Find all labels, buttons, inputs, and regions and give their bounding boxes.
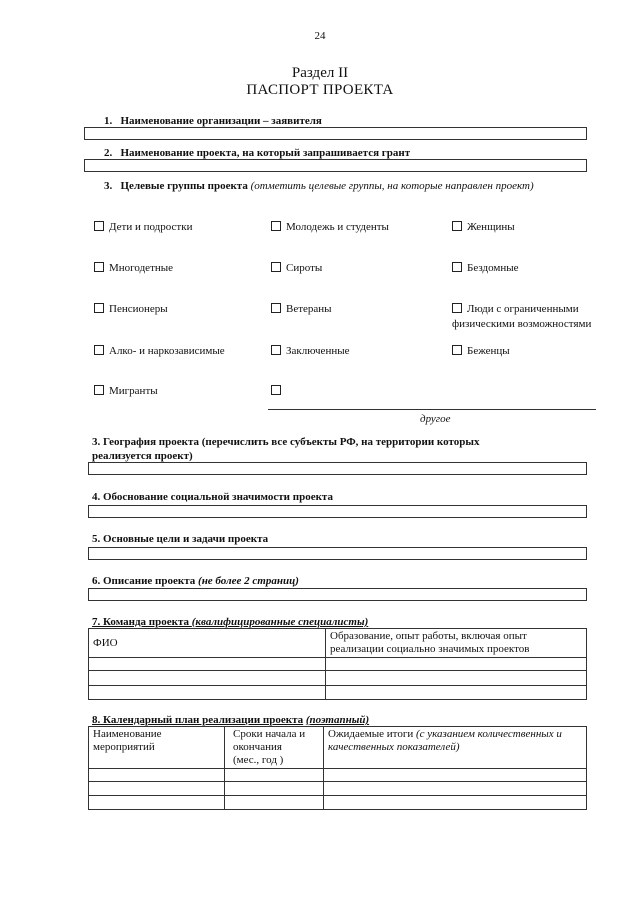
org-name-heading xyxy=(104,115,322,127)
project-name-num: 2. xyxy=(104,147,113,159)
team-table xyxy=(88,628,587,700)
org-name-field[interactable] xyxy=(84,127,587,140)
group-disabled-line2: физическими возможностями xyxy=(452,318,592,330)
table-cell[interactable] xyxy=(326,671,587,686)
plan-col-results-italic2: качественных показателей) xyxy=(328,741,460,753)
section-title: Раздел II xyxy=(291,65,349,81)
checkbox-icon[interactable] xyxy=(452,303,462,313)
group-label: Дети и подростки xyxy=(109,221,193,233)
checkbox-icon[interactable] xyxy=(271,221,281,231)
group-label: Ветераны xyxy=(286,303,332,315)
group-children[interactable] xyxy=(94,221,192,233)
table-row xyxy=(89,769,587,782)
plan-col-activities-line2: мероприятий xyxy=(93,741,155,753)
table-cell[interactable] xyxy=(324,796,587,810)
group-label: Молодежь и студенты xyxy=(286,221,389,233)
team-col-education-line1: Образование, опыт работы, включая опыт xyxy=(330,630,527,642)
table-cell[interactable] xyxy=(326,658,587,671)
plan-col-dates xyxy=(225,727,324,769)
description-note: (не более 2 страниц) xyxy=(198,575,299,587)
plan-note: (поэтапный) xyxy=(305,714,370,726)
table-cell[interactable] xyxy=(225,782,324,796)
checkbox-icon[interactable] xyxy=(271,262,281,272)
section-subtitle: ПАСПОРТ ПРОЕКТА xyxy=(246,82,394,98)
group-women[interactable] xyxy=(452,221,515,233)
checkbox-icon[interactable] xyxy=(452,221,462,231)
org-name-num: 1. xyxy=(104,115,113,127)
table-cell[interactable] xyxy=(225,796,324,810)
group-label: Бездомные xyxy=(467,262,519,274)
table-cell[interactable] xyxy=(89,769,225,782)
plan-col-results-italic1: (с указанием количественных и xyxy=(415,728,562,740)
table-cell[interactable] xyxy=(324,782,587,796)
description-heading xyxy=(92,575,299,587)
checkbox-icon[interactable] xyxy=(94,303,104,313)
plan-col-dates-line3: (мес., год ) xyxy=(233,754,284,766)
group-disabled[interactable] xyxy=(452,303,579,315)
geography-field[interactable] xyxy=(88,462,587,475)
project-name-heading xyxy=(104,147,410,159)
plan-heading xyxy=(92,714,369,726)
group-label-line1: Люди с ограниченными xyxy=(467,303,579,315)
checkbox-icon[interactable] xyxy=(94,221,104,231)
checkbox-icon[interactable] xyxy=(271,385,281,395)
checkbox-icon[interactable] xyxy=(94,345,104,355)
plan-col-results xyxy=(324,727,587,769)
plan-col-activities xyxy=(89,727,225,769)
team-col-name-label: ФИО xyxy=(93,636,118,649)
group-addicted[interactable] xyxy=(94,345,225,357)
plan-col-dates-line2: окончания xyxy=(233,741,282,753)
group-youth[interactable] xyxy=(271,221,389,233)
project-name-field[interactable] xyxy=(84,159,587,172)
group-homeless[interactable] xyxy=(452,262,519,274)
group-migrants[interactable] xyxy=(94,385,158,397)
table-cell[interactable] xyxy=(326,686,587,700)
team-col-education xyxy=(326,629,587,658)
checkbox-icon[interactable] xyxy=(452,345,462,355)
table-cell[interactable] xyxy=(89,686,326,700)
project-name-label: Наименование проекта, на который запрашивается грант xyxy=(120,147,411,159)
plan-label: 8. Календарный план реализации проекта xyxy=(92,714,304,726)
plan-col-activities-line1: Наименование xyxy=(93,728,162,740)
table-cell[interactable] xyxy=(89,782,225,796)
org-name-label: Наименование организации – заявителя xyxy=(120,115,322,127)
table-cell[interactable] xyxy=(89,671,326,686)
table-cell[interactable] xyxy=(89,796,225,810)
geography-heading-line2: реализуется проект) xyxy=(92,450,193,462)
group-label: Мигранты xyxy=(109,385,158,397)
group-label: Заключенные xyxy=(286,345,350,357)
checkbox-icon[interactable] xyxy=(94,385,104,395)
plan-table xyxy=(88,726,587,810)
group-label: Сироты xyxy=(286,262,323,274)
table-row xyxy=(89,686,587,700)
other-caption: другое xyxy=(420,413,451,425)
team-col-education-line2: реализации социально значимых проектов xyxy=(330,643,530,655)
checkbox-icon[interactable] xyxy=(271,303,281,313)
description-label: 6. Описание проекта xyxy=(92,575,196,587)
group-label: Беженцы xyxy=(467,345,510,357)
other-input-line[interactable] xyxy=(268,409,596,410)
group-label: Алко- и наркозависимые xyxy=(109,345,225,357)
target-groups-heading xyxy=(104,180,534,192)
group-refugees[interactable] xyxy=(452,345,510,357)
target-groups-label: Целевые группы проекта xyxy=(120,180,248,192)
group-other[interactable] xyxy=(271,385,286,397)
group-label: Женщины xyxy=(467,221,515,233)
table-cell[interactable] xyxy=(225,769,324,782)
justification-heading: 4. Обоснование социальной значимости проекта xyxy=(92,491,333,503)
page-number: 24 xyxy=(314,30,326,42)
group-label: Пенсионеры xyxy=(109,303,168,315)
justification-field[interactable] xyxy=(88,505,587,518)
target-groups-note: (отметить целевые группы, на которые направлен проект) xyxy=(250,180,534,192)
team-col-name xyxy=(89,629,326,658)
table-row xyxy=(89,671,587,686)
plan-col-results-prefix: Ожидаемые итоги xyxy=(328,728,414,740)
checkbox-icon[interactable] xyxy=(452,262,462,272)
goals-field[interactable] xyxy=(88,547,587,560)
group-pensioners[interactable] xyxy=(94,303,168,315)
team-label: 7. Команда проекта xyxy=(92,616,190,628)
plan-col-dates-line1: Сроки начала и xyxy=(233,728,306,740)
description-field[interactable] xyxy=(88,588,587,601)
geography-heading-line1: 3. География проекта (перечислить все субъекты РФ, на территории которых xyxy=(92,436,480,448)
group-prisoners[interactable] xyxy=(271,345,350,357)
group-label: Многодетные xyxy=(109,262,174,274)
goals-heading: 5. Основные цели и задачи проекта xyxy=(92,533,269,545)
target-groups-num: 3. xyxy=(104,180,113,192)
group-orphans[interactable] xyxy=(271,262,322,274)
checkbox-icon[interactable] xyxy=(271,345,281,355)
table-cell[interactable] xyxy=(89,658,326,671)
team-note: (квалифицированные специалисты) xyxy=(191,616,369,628)
team-heading xyxy=(92,616,368,628)
group-large-families[interactable] xyxy=(94,262,173,274)
table-row xyxy=(89,658,587,671)
table-row xyxy=(89,796,587,810)
group-veterans[interactable] xyxy=(271,303,332,315)
checkbox-icon[interactable] xyxy=(94,262,104,272)
table-cell[interactable] xyxy=(324,769,587,782)
table-row xyxy=(89,782,587,796)
